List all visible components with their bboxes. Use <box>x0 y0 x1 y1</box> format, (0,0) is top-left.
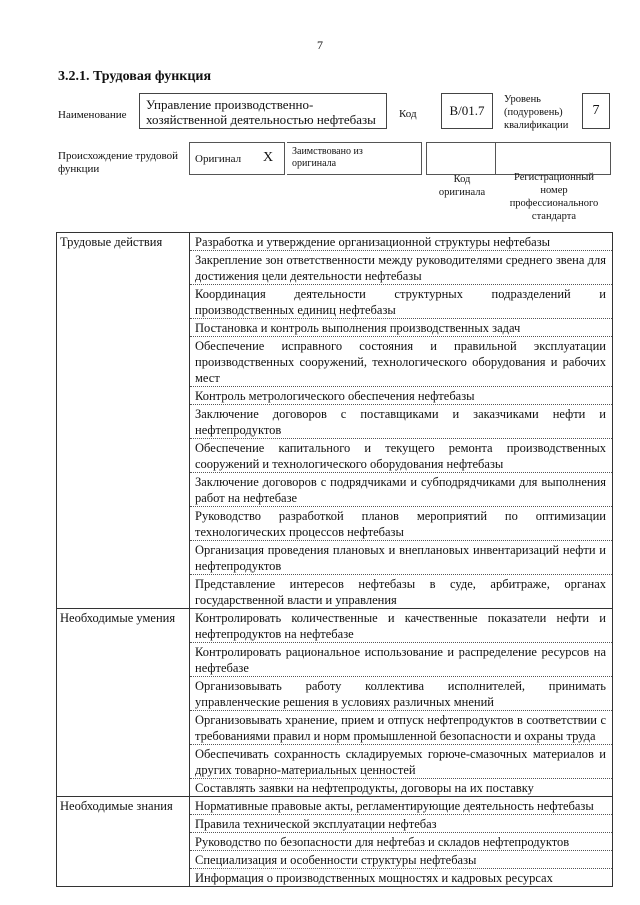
group-required-skills <box>57 609 612 797</box>
list-item: Контролировать количественные и качественные показатели нефти и нефтепродуктов на нефтебазе <box>190 609 612 643</box>
reg-number-caption: Регистрационный номер профессионального стандарта <box>509 172 599 222</box>
function-code-box: В/01.7 <box>441 93 493 129</box>
qualification-level-label: Уровень (подуровень) квалификации <box>504 94 569 131</box>
list-item: Разработка и утверждение организационной структуры нефтебазы <box>190 233 612 251</box>
original-code-cell <box>426 142 496 175</box>
qualification-level-box: 7 <box>582 93 610 129</box>
list-item: Заключение договоров с подрядчиками и субподрядчиками для выполнения работ на нефтебазе <box>190 473 612 507</box>
code-label: Код <box>399 108 417 120</box>
list-item: Постановка и контроль выполнения производственных задач <box>190 319 612 337</box>
list-item: Руководство разработкой планов мероприятий по оптимизации технологических процессов нефтебазы <box>190 507 612 541</box>
list-item: Контроль метрологического обеспечения нефтебазы <box>190 387 612 405</box>
group-required-knowledge <box>57 797 612 887</box>
function-name-box: Управление производственно-хозяйственной деятельностью нефтебазы <box>139 93 387 129</box>
group-labor-actions <box>57 233 612 609</box>
list-item: Руководство по безопасности для нефтебаз и складов нефтепродуктов <box>190 833 612 851</box>
name-label: Наименование <box>58 109 127 121</box>
original-word: Оригинал <box>195 153 242 165</box>
list-item: Координация деятельности структурных подразделений и производственных единиц нефтебазы <box>190 285 612 319</box>
list-item: Организовывать работу коллектива исполнителей, принимать управленческие решения в условиях различных мнений <box>190 677 612 711</box>
list-item: Нормативные правовые акты, регламентирующие деятельность нефтебазы <box>190 797 612 815</box>
page-number: 7 <box>317 38 323 52</box>
list-item: Информация о производственных мощностях и кадровых ресурсах <box>195 871 553 885</box>
list-item: Контролировать рациональное использование и распределение ресурсов на нефтебазе <box>190 643 612 677</box>
origin-label: Происхождение трудовой функции <box>58 150 179 175</box>
group-label: Необходимые умения <box>57 609 190 796</box>
list-item: Организовывать хранение, прием и отпуск нефтепродуктов в соответствии с требованиями правил и норм промышленной безопасности и охраны труда <box>190 711 612 745</box>
original-code-caption: Код оригинала <box>438 174 486 198</box>
original-mark: X <box>263 150 274 165</box>
section-title: 3.2.1. Трудовая функция <box>58 69 212 84</box>
list-item: Обеспечивать сохранность складируемых горюче-смазочных материалов и других товарно-материальных ценностей <box>190 745 612 779</box>
group-label: Трудовые действия <box>57 233 190 608</box>
list-item: Составлять заявки на нефтепродукты, договоры на их поставку <box>195 781 534 795</box>
list-item: Закрепление зон ответственности между руководителями среднего звена для достижения цели деятельности нефтебазы <box>190 251 612 285</box>
list-item: Организация проведения плановых и внеплановых инвентаризаций нефти и нефтепродуктов <box>190 541 612 575</box>
list-item: Заключение договоров с поставщиками и заказчиками нефти и нефтепродуктов <box>190 405 612 439</box>
list-item: Специализация и особенности структуры нефтебазы <box>190 851 612 869</box>
list-item: Обеспечение исправного состояния и правильной эксплуатации производственных сооружений, технологического оборудования и рабочих мест <box>190 337 612 387</box>
function-table <box>56 232 613 887</box>
list-item: Представление интересов нефтебазы в суде, арбитраже, органах государственной власти и управления <box>195 577 606 607</box>
group-label: Необходимые знания <box>57 797 190 886</box>
borrowed-word: Заимствовано из оригинала <box>292 146 363 169</box>
list-item: Обеспечение капитального и текущего ремонта производственных сооружений и технологического оборудования нефтебазы <box>190 439 612 473</box>
list-item: Правила технической эксплуатации нефтебаз <box>190 815 612 833</box>
